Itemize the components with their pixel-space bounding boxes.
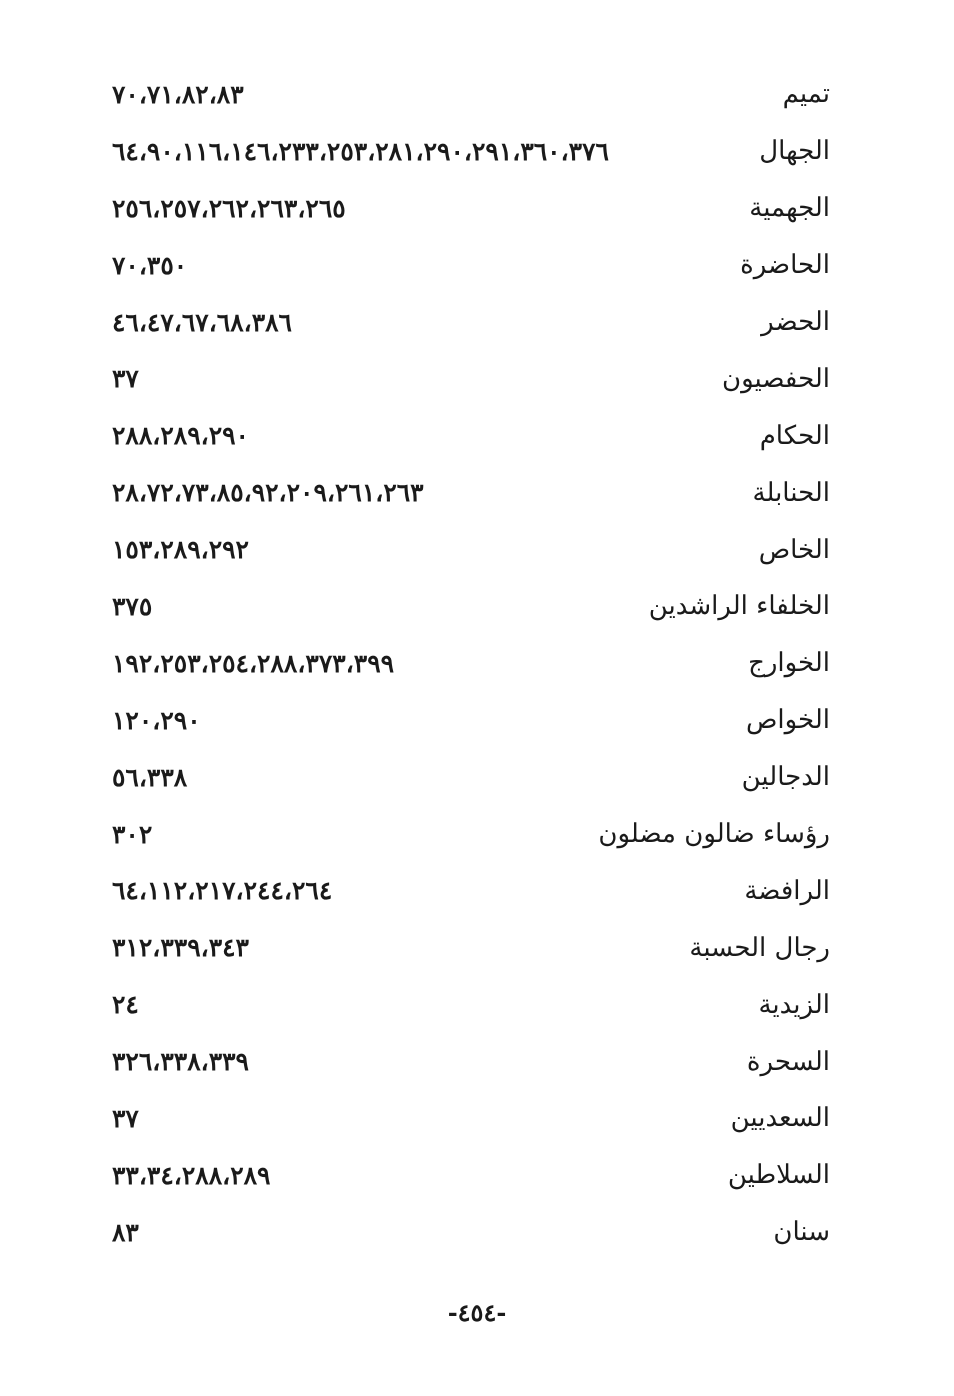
page-number: -٤٥٤- bbox=[447, 1298, 507, 1327]
index-entry bbox=[100, 521, 830, 578]
index-entry bbox=[100, 862, 830, 919]
entry-term: رؤساء ضالون مضلون bbox=[598, 819, 830, 850]
index-entry bbox=[100, 578, 830, 635]
entry-term: سنان bbox=[773, 1217, 830, 1248]
entry-page-numbers: ٢٨،٧٢،٧٣،٨٥،٩٢،٢٠٩،٢٦١،٢٦٣ bbox=[112, 478, 424, 508]
entry-page-numbers: ٢٤ bbox=[112, 990, 139, 1020]
entry-term: رجال الحسبة bbox=[689, 932, 830, 963]
entry-term: الخلفاء الراشدين bbox=[648, 591, 830, 622]
entry-page-numbers: ١٩٢،٢٥٣،٢٥٤،٢٨٨،٣٧٣،٣٩٩ bbox=[112, 648, 395, 678]
entry-page-numbers: ٣٢٦،٣٣٨،٣٣٩ bbox=[112, 1047, 249, 1077]
entry-term: الخاص bbox=[758, 534, 830, 565]
entry-term: الرافضة bbox=[744, 875, 830, 906]
index-entry bbox=[100, 806, 830, 863]
index-entry bbox=[100, 464, 830, 521]
entry-page-numbers: ٣٠٢ bbox=[112, 819, 153, 849]
entry-term: السحرة bbox=[746, 1046, 830, 1077]
entry-page-numbers: ٣٣،٣٤،٢٨٨،٢٨٩ bbox=[112, 1160, 271, 1190]
entry-term: الحفصيون bbox=[722, 363, 830, 394]
entry-term: تميم bbox=[782, 79, 830, 110]
index-entry bbox=[100, 407, 830, 464]
entry-term: السعديين bbox=[730, 1103, 830, 1134]
entry-term: الحنابلة bbox=[752, 477, 830, 508]
index-entry bbox=[100, 66, 830, 123]
entry-page-numbers: ٣٧ bbox=[112, 1103, 139, 1133]
entry-page-numbers: ٦٤،٩٠،١١٦،١٤٦،٢٣٣،٢٥٣،٢٨١،٢٩٠،٢٩١،٣٦٠،٣٧٦ bbox=[112, 136, 609, 166]
entry-term: السلاطين bbox=[727, 1160, 830, 1191]
index-entry-list bbox=[100, 66, 830, 1261]
entry-page-numbers: ٢٥٦،٢٥٧،٢٦٢،٢٦٣،٢٦٥ bbox=[112, 193, 346, 223]
entry-term: الحاضرة bbox=[740, 250, 830, 281]
index-entry bbox=[100, 692, 830, 749]
entry-page-numbers: ٧٠،٧١،٨٢،٨٣ bbox=[112, 79, 244, 109]
entry-term: الجهمية bbox=[749, 193, 830, 224]
entry-term: الجهال bbox=[759, 136, 830, 167]
entry-term: الحكام bbox=[759, 420, 830, 451]
entry-page-numbers: ٨٣ bbox=[112, 1217, 139, 1247]
index-entry bbox=[100, 294, 830, 351]
index-entry bbox=[100, 1147, 830, 1204]
entry-page-numbers: ٣٧ bbox=[112, 364, 139, 394]
entry-page-numbers: ٣١٢،٣٣٩،٣٤٣ bbox=[112, 933, 249, 963]
entry-term: الخوارج bbox=[748, 648, 830, 679]
entry-page-numbers: ٦٤،١١٢،٢١٧،٢٤٤،٢٦٤ bbox=[112, 876, 333, 906]
index-entry bbox=[100, 919, 830, 976]
entry-page-numbers: ٥٦،٣٣٨ bbox=[112, 762, 188, 792]
index-entry bbox=[100, 123, 830, 180]
index-entry bbox=[100, 1090, 830, 1147]
entry-page-numbers: ٧٠،٣٥٠ bbox=[112, 250, 188, 280]
entry-page-numbers: ٤٦،٤٧،٦٧،٦٨،٣٨٦ bbox=[112, 307, 292, 337]
index-entry bbox=[100, 1204, 830, 1261]
entry-term: الحضر bbox=[761, 307, 830, 337]
index-entry bbox=[100, 237, 830, 294]
index-entry bbox=[100, 1033, 830, 1090]
index-entry bbox=[100, 976, 830, 1033]
entry-term: الدجالين bbox=[741, 762, 830, 793]
entry-page-numbers: ٢٨٨،٢٨٩،٢٩٠ bbox=[112, 421, 249, 451]
entry-term: الخواص bbox=[745, 705, 830, 736]
index-entry bbox=[100, 635, 830, 692]
index-entry bbox=[100, 749, 830, 806]
index-entry bbox=[100, 180, 830, 237]
index-entry bbox=[100, 350, 830, 407]
entry-page-numbers: ٣٧٥ bbox=[112, 591, 153, 621]
entry-term: الزيدية bbox=[758, 989, 830, 1020]
entry-page-numbers: ١٥٣،٢٨٩،٢٩٢ bbox=[112, 535, 249, 565]
entry-page-numbers: ١٢٠،٢٩٠ bbox=[112, 705, 201, 735]
